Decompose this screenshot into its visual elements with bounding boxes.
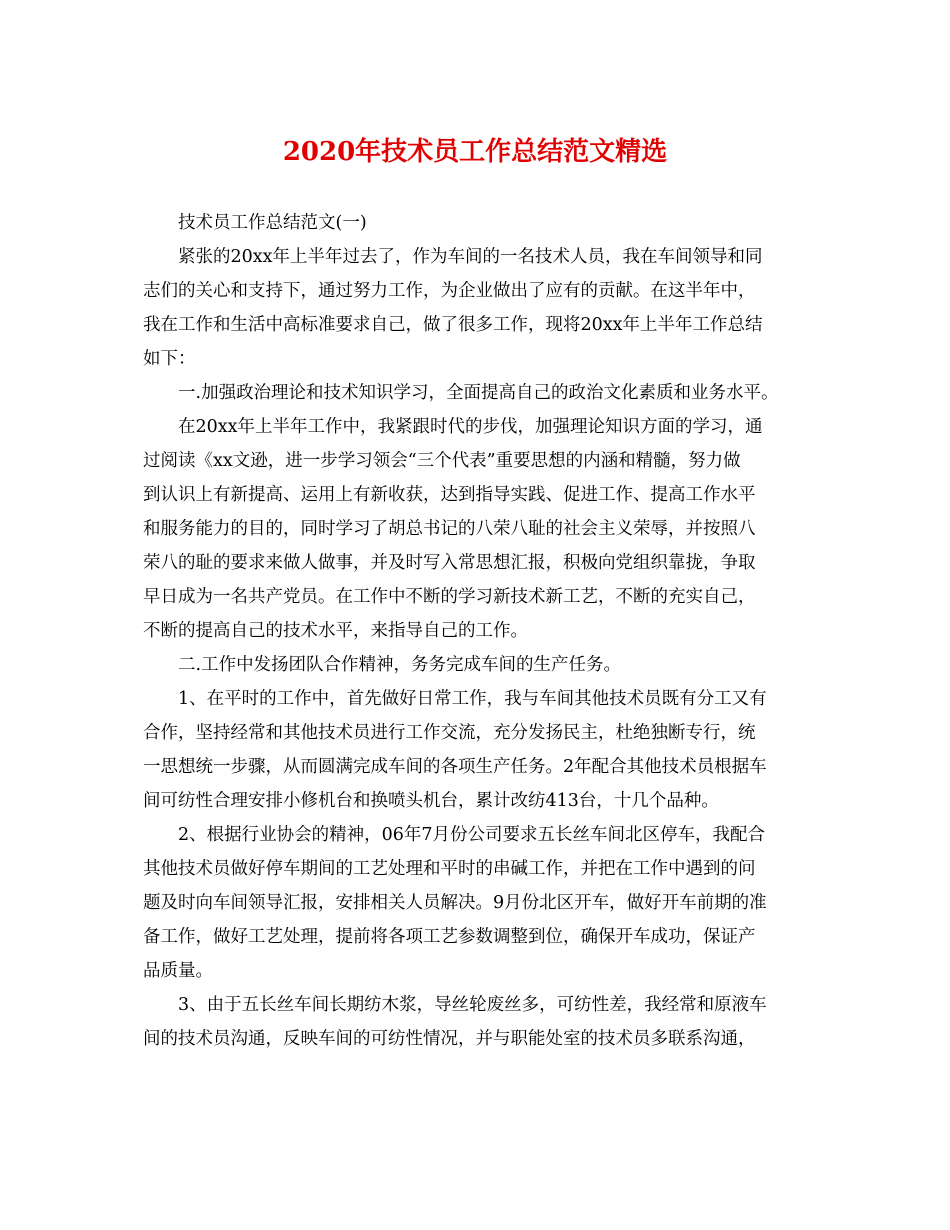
text-line: 间可纺性合理安排小修机台和换喷头机台，累计改纺413台，十几个品种。 [143,791,719,811]
text-line: 技术员工作总结范文(一) [178,213,367,233]
text-line: 和服务能力的目的，同时学习了胡总书记的八荣八耻的社会主义荣辱，并按照八 [143,519,756,539]
text-line: 二.工作中发扬团队合作精神，务务完成车间的生产任务。 [178,655,622,675]
text-line: 志们的关心和支持下，通过努力工作，为企业做出了应有的贡献。在这半年中， [143,281,756,301]
text-line: 备工作，做好工艺处理，提前将各项工艺参数调整到位，确保开车成功，保证产 [143,927,756,947]
document-title: 2020年技术员工作总结范文精选 [282,137,668,167]
text-line: 2、根据行业协会的精神，06年7月份公司要求五长丝车间北区停车，我配合 [178,825,766,845]
text-line: 题及时向车间领导汇报，安排相关人员解决。9月份北区开车，做好开车前期的准 [143,893,767,913]
text-line: 一.加强政治理论和技术知识学习，全面提高自己的政治文化素质和业务水平。 [178,383,779,403]
text-line: 一思想统一步骤，从而圆满完成车间的各项生产任务。2年配合其他技术员根据车 [143,757,767,777]
text-line: 其他技术员做好停车期间的工艺处理和平时的串碱工作，并把在工作中遇到的问 [143,859,756,879]
text-line: 荣八的耻的要求来做人做事，并及时写入常思想汇报，积极向党组织靠拢，争取 [143,553,756,573]
text-line: 在20xx年上半年工作中，我紧跟时代的步伐，加强理论知识方面的学习，通 [178,417,763,437]
text-line: 1、在平时的工作中，首先做好日常工作，我与车间其他技术员既有分工又有 [178,689,767,709]
text-line: 合作，坚持经常和其他技术员进行工作交流，充分发扬民主，杜绝独断专行，统 [143,723,756,743]
text-line: 我在工作和生活中高标准要求自己，做了很多工作，现将20xx年上半年工作总结 [143,315,763,335]
text-line: 不断的提高自己的技术水平，来指导自己的工作。 [143,621,528,641]
text-line: 早日成为一名共产党员。在工作中不断的学习新技术新工艺，不断的充实自己， [143,587,756,607]
document-body [143,206,813,1056]
text-line: 过阅读《xx文逊，进一步学习领会“三个代表”重要思想的内涵和精髓，努力做 [143,451,741,471]
text-line: 到认识上有新提高、运用上有新收获，达到指导实践、促进工作、提高工作水平 [143,485,756,505]
text-line: 紧张的20xx年上半年过去了，作为车间的一名技术人员，我在车间领导和同 [178,247,763,267]
text-line: 品质量。 [143,961,213,981]
text-line: 如下： [143,349,196,369]
text-line: 3、由于五长丝车间长期纺木浆，导丝轮废丝多，可纺性差，我经常和原液车 [178,995,767,1015]
text-line: 间的技术员沟通，反映车间的可纺性情况，并与职能处室的技术员多联系沟通， [143,1029,756,1049]
